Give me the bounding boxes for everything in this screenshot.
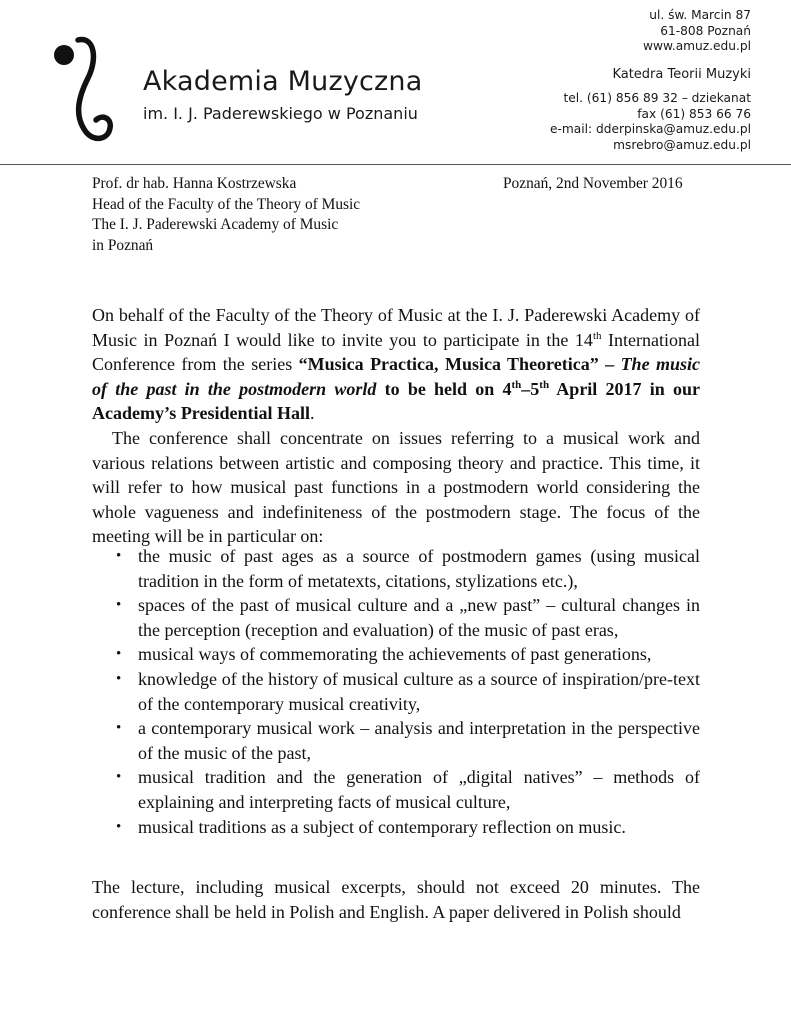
- conference-description: The conference shall concentrate on issues referring to a musical work and various relations between artistic and composing theory and practice. This time, it will refer to how musical past functions in a postmodern world considering the whole vagueness and indefiniteness of the postmodern stage. The focus of the meeting will be in particular on:: [92, 428, 700, 547]
- letter-date: Poznań, 2nd November 2016: [503, 175, 683, 192]
- contact-email-1: e-mail: dderpinska@amuz.edu.pl: [550, 122, 751, 136]
- sender-city: in Poznań: [92, 237, 154, 255]
- list-item: • musical ways of commemorating the achievements of past generations,: [116, 644, 652, 665]
- sender-name: Prof. dr hab. Hanna Kostrzewska: [92, 175, 297, 192]
- contact-email-2: msrebro@amuz.edu.pl: [613, 137, 751, 152]
- academy-logo-icon: [48, 30, 124, 150]
- contact-phone: tel. (61) 856 89 32 – dziekanat: [563, 91, 751, 105]
- lecture-requirements: The lecture, including musical excerpts, should not exceed 20 minutes. The conference shall be held in Polish and English. A paper delivered in Polish should: [92, 877, 700, 922]
- sender-org: The I. J. Paderewski Academy of Music: [92, 216, 339, 234]
- list-item: • musical tradition and the generation of „digital natives” – methods of explaining and interpreting facts of musical culture,: [116, 767, 700, 812]
- list-item: • the music of past ages as a source of postmodern games (using musical tradition in the form of metatexts, citations, stylizations etc.),: [116, 546, 700, 591]
- header-divider: [0, 164, 791, 165]
- address-website: www.amuz.edu.pl: [643, 39, 751, 53]
- topics-list: [92, 544, 700, 839]
- contact-block: [550, 91, 751, 153]
- list-item: • musical traditions as a subject of contemporary reflection on music.: [116, 816, 626, 837]
- institution-subtitle: im. I. J. Paderewskiego w Poznaniu: [143, 104, 418, 123]
- invitation-paragraph: On behalf of the Faculty of the Theory of Music at the I. J. Paderewski Academy of Music in Poznań I would like to invite you to participate in the 14th International Conference from the series “Musica Practica, Musica Theoretica” – The music of the past in the postmodern world to be held on 4th–5th April 2017 in our Academy’s Presidential Hall.: [92, 305, 700, 424]
- list-item: • knowledge of the history of musical culture as a source of inspiration/pre-text of the contemporary musical creativity,: [116, 668, 700, 714]
- list-item: • a contemporary musical work – analysis and interpretation in the perspective of the music of the past,: [116, 718, 700, 763]
- address-postcode: 61-808 Poznań: [660, 23, 751, 38]
- department-name: Katedra Teorii Muzyki: [612, 67, 751, 82]
- institution-name: Akademia Muzyczna: [143, 66, 423, 97]
- contact-fax: fax (61) 853 66 76: [637, 106, 751, 121]
- sender-block: [92, 174, 360, 257]
- sender-title: Head of the Faculty of the Theory of Music: [92, 195, 361, 213]
- list-item: • spaces of the past of musical culture and a „new past” – cultural changes in the perception (reception and evaluation) of the music of past eras,: [116, 595, 700, 640]
- conference-theme: The music of the past in the postmodern world: [92, 354, 700, 399]
- conference-series: “Musica Practica, Musica Theoretica” –: [298, 354, 621, 375]
- address-block: [643, 8, 751, 55]
- address-street: ul. św. Marcin 87: [649, 8, 751, 22]
